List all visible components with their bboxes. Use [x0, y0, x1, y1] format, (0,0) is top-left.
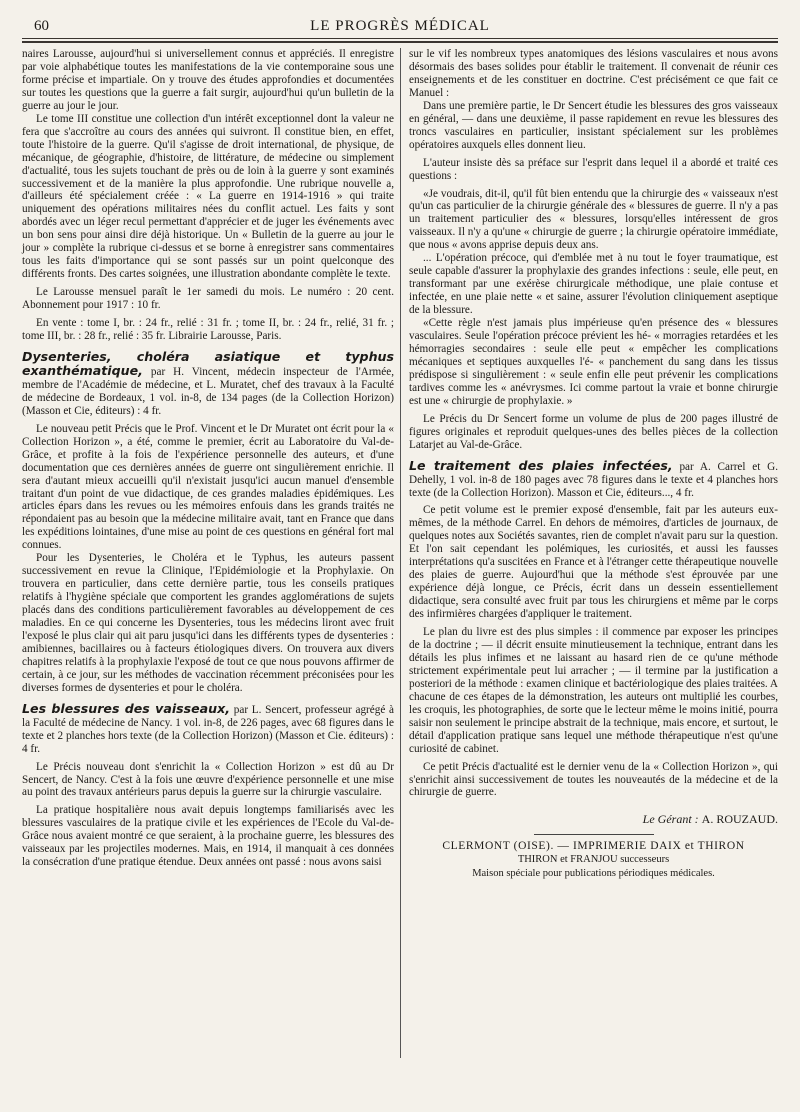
page-header	[22, 14, 778, 40]
right-column	[409, 48, 778, 881]
printer-specialty: Maison spéciale pour publications périodiques médicales.	[472, 868, 715, 880]
paragraph: naires Larousse, aujourd'hui si universellement connus et appréciés. Il enregistre par voie alphabétique toutes les manifestations de la vie contemporaine sous une forme précise et impartiale. On y trouve des études approfondies et documentées sur toutes les questions que la guerre a fait surgir, aujourd'hui qu'un bulletin de la guerre au jour le jour.	[22, 48, 394, 112]
paragraph: Le tome III constitue une collection d'un intérêt exceptionnel dont la valeur ne fera que s'accroître au cours des années qui suivront. Il constitue bien, en effet, toute l'histoire de la guerre. Qu'il s'agisse de droit international, de physique, de mécanique, de géographie, d'histoire, de littérature, de médecine ou simplement d'actualité, tous les sujets touchant de près ou de loin à la guerre y sont examinés successivement et de la manière la plus approfondie. Une rubrique nouvelle a, d'ailleurs été spécialement créée : « La guerre en 1914-1916 » qui traite uniquement des opérations militaires nées du conflit actuel. Les faits y sont abordés avec un léger recul permettant d'apprécier et de juger les événements avec un bon sens pour ainsi dire déjà historique. Un « Bulletin de la guerre au jour le jour » complète la rubrique ci-dessus et se borne à enregistrer sans commentaires tous les faits d'importance qui se sont passés sur un point quelconque des différents fronts. Des cartes soignées, une illustration abondante complète le texte.	[22, 112, 394, 281]
book-reference: par A. Carrel et G. Dehelly, 1 vol. in-8 de 180 pages avec 78 figures dans le texte et 4 planches hors texte (de la Collection Horizon). Masson et Cie, éditeurs..., 4 fr.	[409, 460, 779, 499]
column-divider	[400, 48, 401, 1058]
book-reference: par H. Vincent, médecin inspecteur de l'Armée, membre de l'Académie de médecine, et L. Muratet, chef des travaux à la Faculté de médecine de Bordeaux, 1 vol. in-8, de 134 pages (de la Collection Horizon) (Masson et Cie, éditeurs) : 4 fr.	[22, 365, 394, 417]
page-number: 60	[34, 18, 49, 34]
header-rule-thick	[22, 41, 778, 43]
quotation: ... L'opération précoce, qui d'emblée met à nu tout le foyer traumatique, est seule capable d'assurer la prophylaxie des grandes infections : seule, elle peut, en transformant par une exérèse chirurgicale méthodique, une plaie contuse et infectée, en une plaie nette « et saine, assurer l'évolution cliniquement aseptique de la blessure.	[409, 252, 778, 317]
paragraph: L'auteur insiste dès sa préface sur l'esprit dans lequel il a abordé et traité ces questions :	[409, 156, 778, 182]
printer-successors: THIRON et FRANJOU successeurs	[517, 854, 670, 866]
paragraph: Ce petit Précis d'actualité est le dernier venu de la « Collection Horizon », qui s'enrichit ainsi successivement de toutes les nouveautés de la médecine et de la chirurgie de guerre.	[409, 760, 778, 799]
book-review-heading	[22, 348, 394, 418]
book-title: Dysenteries, choléra asiatique et typhus exanthématique,	[22, 348, 394, 378]
printer-imprint: CLERMONT (OISE). — IMPRIMERIE DAIX et THIRON	[442, 840, 745, 853]
book-title: Le traitement des plaies infectées,	[409, 457, 673, 473]
paragraph: Le nouveau petit Précis que le Prof. Vincent et le Dr Muratet ont écrit pour la « Collection Horizon », a été, comme le premier, écrit au Laboratoire du Val-de-Grâce, et profite à la fois de l'expérience personnelle des auteurs, et d'une documentation que ces dernières années de guerre ont singulièrement enrichie. Il sera d'autant mieux accueilli qu'il n'existait jusqu'ici aucun manuel d'ensemble traitant d'un point de vue didactique, de ces grandes maladies épidémiques. Les articles épars dans les revues ou les mémoires enfouis dans les grands traités ne répondaient pas au besoin que la médecine militaire avait, tant en France que dans les expéditions lointaines, d'une mise au point de ces questions en général fort mal connues.	[22, 422, 394, 552]
quotation: «Cette règle n'est jamais plus impérieuse qu'en présence des « blessures vasculaires. Seule l'opération précoce prévient les hé- « morragies retardées et les hémorragies secondaires : seule elle peut « empêcher les complications mécaniques et septiques auxquelles l'é- « panchement du sang dans les tissus prédispose si singulièrement : « seule enfin elle peut prévenir les complications tardives comme les « anévrysmes. Ici comme partout la vraie et bonne chirurgie est une « chirurgie de prophylaxie. »	[409, 317, 778, 407]
quotation: «Je voudrais, dit-il, qu'il fût bien entendu que la chirurgie des « vaisseaux n'est qu'un cas particulier de la chirurgie générale des « blessures de guerre. Il n'y a pas un traitement particulier des « blessures, lorsqu'elles intéressent de gros vaisseaux. Il n'y a qu'une « chirurgie de guerre ; la chirurgie opératoire immédiate, que nous « avons apprise depuis deux ans.	[409, 187, 778, 252]
signature-name: A. ROUZAUD.	[701, 812, 778, 827]
header-rule	[22, 38, 778, 39]
footer-rule	[534, 834, 654, 835]
paragraph: Le Précis nouveau dont s'enrichit la « Collection Horizon » est dû au Dr Sencert, de Nancy. C'est à la fois une œuvre d'expérience personnelle et une mise au point des travaux antérieurs parus depuis la guerre sur la chirurgie vasculaire.	[22, 760, 394, 799]
running-title: LE PROGRÈS MÉDICAL	[310, 18, 490, 34]
paragraph: Le Larousse mensuel paraît le 1er samedi du mois. Le numéro : 20 cent. Abonnement pour 1917 : 10 fr.	[22, 286, 394, 312]
left-column	[22, 48, 394, 869]
paragraph: En vente : tome I, br. : 24 fr., relié : 31 fr. ; tome II, br. : 24 fr., relié, 31 fr. ; tome III, br. : 28 fr., relié : 35 fr. Librairie Larousse, Paris.	[22, 317, 394, 343]
paragraph: Ce petit volume est le premier exposé d'ensemble, fait par les auteurs eux-mêmes, de la méthode Carrel. En dehors de mémoires, d'articles de journaux, de quelques notes aux Sociétés savantes, rien de complet n'avait paru sur la question. Et l'on sait cependant les polémiques, les curiosités, et aussi les fausses interprétations qu'a suscitées en France et à l'étranger cette thérapeutique nouvelle des plaies de guerre. Aujourd'hui que la méthode s'est éprouvée par une expérience déjà longue, ce Précis, écrit dans un dessein essentiellement didactique, sera consulté avec fruit par tous les chirurgiens et même par le corps des infirmières chargées d'appliquer le traitement.	[409, 504, 778, 621]
book-review-heading	[409, 457, 779, 500]
signature-label: Le Gérant :	[642, 812, 699, 827]
paragraph: Le Précis du Dr Sencert forme un volume de plus de 200 pages illustré de figures originales et reproduit quelques-unes des belles pièces de la collection Latarjet au Val-de-Grâce.	[409, 412, 778, 451]
book-review-heading	[22, 700, 394, 756]
paragraph: Pour les Dysenteries, le Choléra et le Typhus, les auteurs passent successivement en revue la Clinique, l'Epidémiologie et la Prophylaxie. On trouvera en particulier, dans cette dernière partie, tous les conseils pratiques relatifs à l'hygiène spéciale que comportent les grandes agglomérations de sujets placés dans des conditions particulièrement favorables au développement de ces maladies. En ce qui concerne les Dysenteries, tous les médecins liront avec fruit l'exposé le plus clair qui ait paru jusqu'ici dans les différents types de dysenteries : amibiennes, bacillaires ou à facteurs étiologiques divers. On trouvera aux divers chapitres relatifs à la prophylaxie l'exposé de tout ce que nous pouvons affirmer de certain, à ce jour, sur les méthodes de vaccination récemment préconisées pour les diverses formes de dysenteries et pour le choléra.	[22, 552, 394, 694]
paragraph: La pratique hospitalière nous avait depuis longtemps familiarisés avec les blessures vasculaires de la pratique civile et les expériences de l'Ecole du Val-de-Grâce nous avaient montré ce que seraient, à la prochaine guerre, les blessures des vaisseaux par les projectiles modernes. Mais, en 1914, il manquait à ces données la consécration d'une pratique étendue. Deux années ont passé : nous avons saisi	[22, 804, 394, 869]
signature	[409, 813, 778, 826]
book-title: Les blessures des vaisseaux,	[22, 700, 231, 716]
paragraph: Dans une première partie, le Dr Sencert étudie les blessures des gros vaisseaux en général, — dans une deuxième, il passe rapidement en revue les blessures des troncs vasculaires en particulier, insistant spécialement sur les problèmes opératoires auxquels elles donnent lieu.	[409, 99, 778, 151]
paragraph: Le plan du livre est des plus simples : il commence par exposer les principes de la doctrine ; — il décrit ensuite minutieusement la technique, entrant dans les détails les plus infimes et ne laissant au hasard rien de ce qu'une méthode strictement expérimentale peut lui arracher ; — il termine par la justification a posteriori de la méthode : examen clinique et bactériologique des plaies traitées. A chacune de ces étapes de la démonstration, les auteurs ont multiplié les courbes, les croquis, les photographies, de sorte que le lecteur même le moins initié, pourra saisir non seulement le principe abstrait de la technique, mais encore, et surtout, le détail d'application pratique sans lequel une méthode thérapeutique n'est qu'une curiosité de cabinet.	[409, 626, 778, 755]
book-reference: par L. Sencert, professeur agrégé à la Faculté de médecine de Nancy. 1 vol. in-8, de 226 pages, avec 68 figures dans le texte et 2 planches hors texte (de la Collection Horizon) (Masson et Cie. éditeurs) : 4 fr.	[22, 703, 394, 755]
paragraph: sur le vif les nombreux types anatomiques des lésions vasculaires et nous avons désormais des bases solides pour établir le traitement. Il convenait de réunir ces enseignements et de les constituer en doctrine. C'est précisément ce que fait ce Manuel :	[409, 48, 778, 99]
